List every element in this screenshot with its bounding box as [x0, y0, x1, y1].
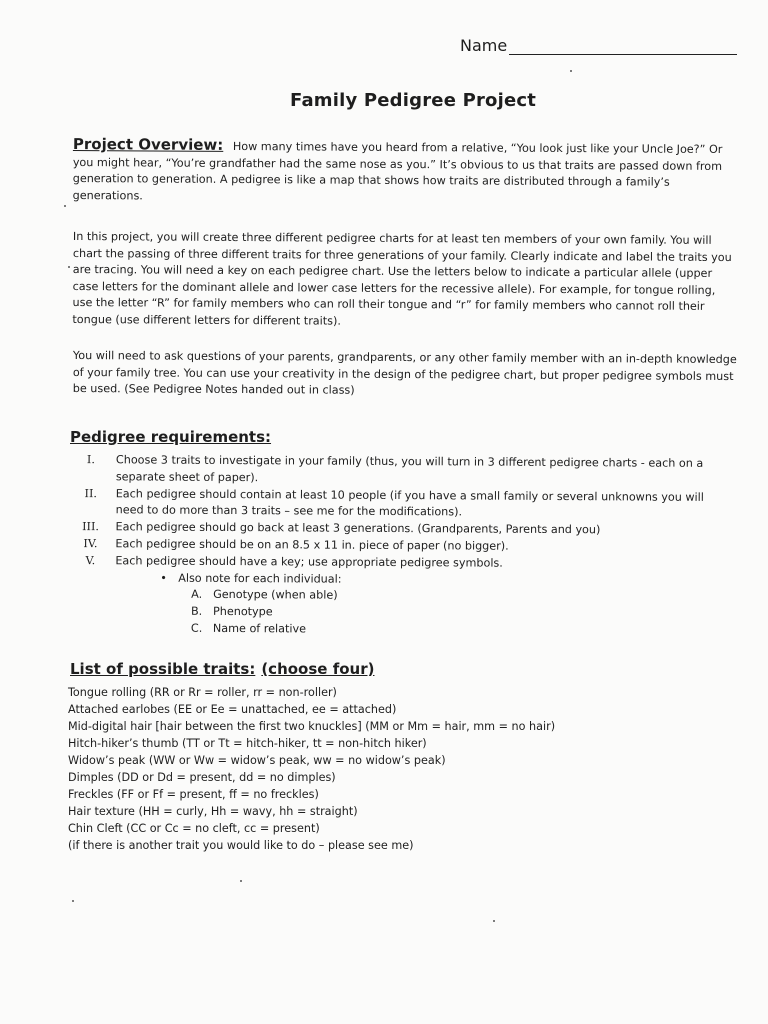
requirement-number: IV. [83, 537, 98, 551]
scan-speck [493, 920, 495, 922]
name-blank-line [509, 38, 737, 55]
trait-item: Chin Cleft (CC or Cc = no cleft, cc = present) [68, 822, 320, 835]
traits-heading [70, 660, 374, 678]
sub-item-label: A. [191, 588, 203, 602]
requirement-text: Each pedigree should contain at least 10 people (if you have a small family or several unknowns you will need to do more than 3 traits – see me for the modifications). [115, 486, 704, 519]
bullet-icon: • [160, 571, 167, 585]
trait-item: Mid-digital hair [hair between the first two knuckles] (MM or Mm = hair, mm = no hair) [68, 720, 556, 733]
page-title: Family Pedigree Project [290, 90, 537, 111]
trait-item: Tongue rolling (RR or Rr = roller, rr = non-roller) [68, 686, 337, 699]
overview-paragraph-2: In this project, you will create three different pedigree charts for at least ten members of your own family. You will chart the passing of three different traits for three generations of your family. Clearly indicate and label the traits you are tracing. You will need a key on each pedigree chart. Use the letters below to indicate a particular allele (upper case letters for the dominant allele and lower case letters for the recessive allele). For example, for tongue rolling, use the letter “R” for family members who can roll their tongue and “r” for family members who cannot roll their tongue (use different letters for different traits). [72, 229, 732, 328]
requirement-number: III. [82, 520, 99, 534]
scan-speck [68, 266, 70, 268]
scan-speck [570, 70, 572, 72]
note-bullet-text: Also note for each individual: [178, 571, 342, 586]
requirement-item [66, 486, 726, 524]
scan-speck [72, 900, 74, 902]
requirement-text: Each pedigree should be on an 8.5 x 11 in. piece of paper (no bigger). [115, 537, 509, 553]
trait-item: Attached earlobes (EE or Ee = unattached, ee = attached) [68, 703, 397, 716]
name-field-row [460, 36, 737, 55]
overview-text-1: How many times have you heard from a relative, “You look just like your Uncle Joe?” Or you might hear, “You’re grandfather had the same nose as you.” It’s obvious to us that traits are passed down from generation to generation. A pedigree is like a map that shows how traits are distributed through a family’s generations. [72, 139, 723, 203]
trait-item: Widow’s peak (WW or Ww = widow’s peak, ww = no widow’s peak) [68, 754, 446, 767]
trait-item: Hitch-hiker’s thumb (TT or Tt = hitch-hiker, tt = non-hitch hiker) [68, 737, 427, 750]
requirement-number: V. [85, 553, 96, 567]
trait-item: Hair texture (HH = curly, Hh = wavy, hh = straight) [68, 805, 358, 818]
requirement-text: Each pedigree should have a key; use appropriate pedigree symbols. [115, 554, 503, 570]
requirements-list [65, 452, 726, 641]
sub-item-text: Phenotype [212, 605, 273, 619]
sub-item-label: C. [190, 621, 203, 635]
traits-heading-suffix: (choose four) [261, 660, 375, 678]
trait-item: Freckles (FF or Ff = present, ff = no freckles) [68, 788, 319, 801]
overview-heading: Project Overview: [72, 135, 224, 154]
requirement-text: Choose 3 traits to investigate in your family (thus, you will turn in 3 different pedigree charts - each on a separate sheet of paper). [115, 453, 704, 484]
overview-paragraph-1 [73, 136, 738, 208]
traits-list [68, 684, 668, 854]
sub-item-text: Name of relative [212, 621, 307, 636]
note-sub-item [191, 621, 725, 641]
requirement-text: Each pedigree should go back at least 3 generations. (Grandparents, Parents and you) [115, 520, 601, 537]
requirement-number: II. [84, 486, 97, 500]
requirement-number: I. [86, 453, 95, 467]
overview-paragraph-3: You will need to ask questions of your parents, grandparents, or any other family member with an in-depth knowledge of your family tree. You can use your creativity in the design of the pedigree chart, but proper pedigree symbols must be used. (See Pedigree Notes handed out in class) [72, 348, 737, 397]
scan-speck [240, 880, 242, 882]
trait-item: Dimples (DD or Dd = present, dd = no dimples) [68, 771, 336, 784]
trait-item: (if there is another trait you would like to do – please see me) [68, 839, 414, 852]
scan-speck [64, 205, 66, 207]
traits-heading-text: List of possible traits: [70, 660, 256, 678]
requirement-item [66, 452, 726, 490]
sub-item-label: B. [190, 604, 203, 619]
requirements-heading: Pedigree requirements: [70, 428, 272, 446]
sub-item-text: Genotype (when able) [213, 588, 338, 603]
name-label: Name [460, 36, 508, 55]
